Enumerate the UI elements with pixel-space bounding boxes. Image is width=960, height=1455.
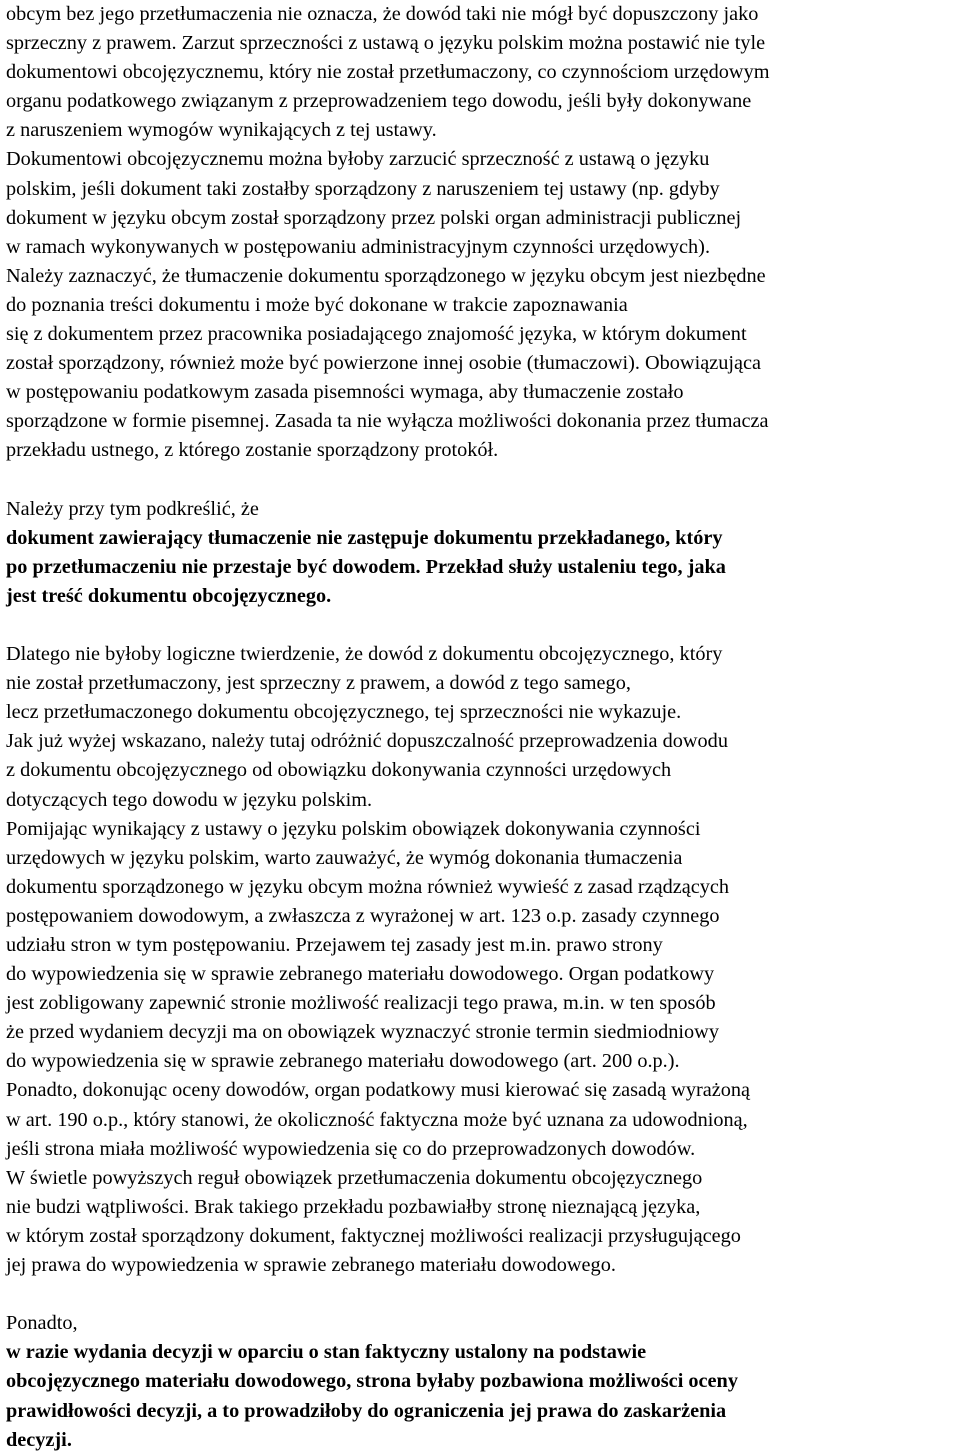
text-line: Należy zaznaczyć, że tłumaczenie dokumentu sporządzonego w języku obcym jest niezbędne (6, 264, 766, 287)
text-line: z naruszeniem wymogów wynikających z tej ustawy. (6, 119, 437, 142)
text-line: nie budzi wątpliwości. Brak takiego przekładu pozbawiałby stronę nieznającą języka, (6, 1195, 701, 1218)
text-line: lecz przetłumaczonego dokumentu obcojęzycznego, tej sprzeczności nie wykazuje. (6, 701, 682, 724)
text-line: organu podatkowego związanym z przeprowadzeniem tego dowodu, jeśli były dokonywane (6, 90, 752, 113)
text-line: w razie wydania decyzji w oparciu o stan faktyczny ustalony na podstawie (6, 1341, 647, 1364)
text-line: Należy przy tym podkreślić, że (6, 497, 259, 520)
text-line: przekładu ustnego, z którego zostanie sporządzony protokół. (6, 439, 499, 462)
text-line: postępowaniem dowodowym, a zwłaszcza z wyrażonej w art. 123 o.p. zasady czynnego (6, 904, 720, 927)
text-line: w którym został sporządzony dokument, faktycznej możliwości realizacji przysługującego (6, 1224, 741, 1247)
bold-paragraph (6, 524, 956, 611)
text-line: w ramach wykonywanych w postępowaniu administracyjnym czynności urzędowych). (6, 235, 711, 258)
text-line: do poznania treści dokumentu i może być dokonane w trakcie zapoznawania (6, 293, 628, 316)
paragraph (6, 0, 956, 466)
text-line: W świetle powyższych reguł obowiązek przetłumaczenia dokumentu obcojęzycznego (6, 1166, 703, 1189)
text-line: jeśli strona miała możliwość wypowiedzenia się co do przeprowadzonych dowodów. (6, 1137, 696, 1160)
text-line: obcym bez jego przetłumaczenia nie oznacza, że dowód taki nie mógł być dopuszczony jako (6, 3, 759, 25)
text-line: polskim, jeśli dokument taki zostałby sporządzony z naruszeniem tej ustawy (np. gdyby (6, 177, 720, 200)
text-line: decyzji. (6, 1428, 72, 1451)
text-line: Pomijając wynikający z ustawy o języku polskim obowiązek dokonywania czynności (6, 817, 701, 840)
text-line: Jak już wyżej wskazano, należy tutaj odróżnić dopuszczalność przeprowadzenia dowodu (6, 730, 728, 753)
text-line: Ponadto, dokonując oceny dowodów, organ podatkowy musi kierować się zasadą wyrażoną (6, 1079, 751, 1102)
text-line: dotyczących tego dowodu w języku polskim. (6, 788, 373, 811)
text-line: Ponadto, (6, 1312, 78, 1335)
text-line: Dokumentowi obcojęzycznemu można byłoby zarzucić sprzeczność z ustawą o języku (6, 148, 710, 171)
text-line: został sporządzony, również może być powierzone innej osobie (tłumaczowi). Obowiązująca (6, 352, 762, 375)
paragraph-spacer (6, 1280, 956, 1309)
text-line: jest treść dokumentu obcojęzycznego. (6, 584, 332, 607)
paragraph (6, 495, 956, 524)
text-line: dokument w języku obcym został sporządzony przez polski organ administracji publicznej (6, 206, 742, 229)
text-line: się z dokumentem przez pracownika posiadającego znajomość języka, w którym dokument (6, 323, 747, 346)
text-line: w art. 190 o.p., który stanowi, że okoliczność faktyczna może być uznana za udowodnioną, (6, 1108, 748, 1131)
text-line: prawidłowości decyzji, a to prowadziłoby do ograniczenia jej prawa do zaskarżenia (6, 1399, 727, 1422)
text-line: dokumentu sporządzonego w języku obcym można również wywieść z zasad rządzących (6, 875, 730, 898)
text-line: do wypowiedzenia się w sprawie zebranego materiału dowodowego. Organ podatkowy (6, 963, 715, 986)
document-page (6, 0, 956, 1455)
text-line: w postępowaniu podatkowym zasada pisemności wymaga, aby tłumaczenie zostało (6, 381, 684, 404)
paragraph-spacer (6, 611, 956, 640)
paragraph-spacer (6, 466, 956, 495)
bold-paragraph (6, 1338, 956, 1454)
text-line: Dlatego nie byłoby logiczne twierdzenie, że dowód z dokumentu obcojęzycznego, który (6, 643, 723, 666)
text-line: sporządzone w formie pisemnej. Zasada ta nie wyłącza możliwości dokonania przez tłumacza (6, 410, 769, 433)
text-line: po przetłumaczeniu nie przestaje być dowodem. Przekład służy ustaleniu tego, jaka (6, 555, 726, 578)
paragraph (6, 1309, 956, 1338)
text-line: z dokumentu obcojęzycznego od obowiązku dokonywania czynności urzędowych (6, 759, 672, 782)
text-line: urzędowych w języku polskim, warto zauważyć, że wymóg dokonania tłumaczenia (6, 846, 683, 869)
text-line: dokument zawierający tłumaczenie nie zastępuje dokumentu przekładanego, który (6, 526, 723, 549)
text-line: do wypowiedzenia się w sprawie zebranego materiału dowodowego (art. 200 o.p.). (6, 1050, 680, 1073)
paragraph (6, 640, 956, 1280)
text-line: nie został przetłumaczony, jest sprzeczny z prawem, a dowód z tego samego, (6, 672, 631, 695)
document-body (6, 0, 956, 1455)
text-line: jest zobligowany zapewnić stronie możliwość realizacji tego prawa, m.in. w ten sposób (6, 992, 716, 1015)
text-line: jej prawa do wypowiedzenia w sprawie zebranego materiału dowodowego. (6, 1254, 616, 1277)
text-line: obcojęzycznego materiału dowodowego, strona byłaby pozbawiona możliwości oceny (6, 1370, 738, 1393)
text-line: że przed wydaniem decyzji ma on obowiązek wyznaczyć stronie termin siedmiodniowy (6, 1021, 719, 1044)
text-line: sprzeczny z prawem. Zarzut sprzeczności z ustawą o języku polskim można postawić nie tyle (6, 32, 766, 55)
text-line: dokumentowi obcojęzycznemu, który nie został przetłumaczony, co czynnościom urzędowym (6, 61, 770, 84)
text-line: udziału stron w tym postępowaniu. Przejawem tej zasady jest m.in. prawo strony (6, 934, 663, 956)
